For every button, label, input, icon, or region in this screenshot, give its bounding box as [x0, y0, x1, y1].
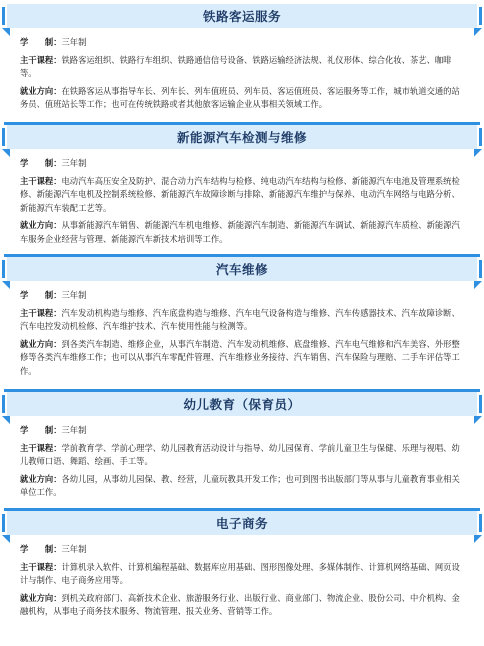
duration-row — [20, 36, 468, 50]
courses-value: 铁路客运组织、铁路行车组织、铁路通信信号设备、铁路运输经济法规、礼仪形体、综合化妆、茶艺、咖啡等。 — [20, 54, 452, 78]
courses-value: 汽车发动机构造与维修、汽车底盘构造与维修、汽车电气设备构造与维修、汽车传感器技术、汽车故障诊断、汽车电控发动机检修、汽车维护技术、汽车使用性能与检测等。 — [20, 307, 460, 331]
courses-row — [20, 54, 468, 81]
career-label: 就业方向： — [20, 85, 62, 96]
career-row — [20, 219, 468, 246]
duration-label: 学 制： — [20, 544, 62, 554]
career-value: 到各类汽车制造、维修企业，从事汽车制造、汽车发动机维修、底盘维修、汽车电气维修和汽车美容、外形整修等各类汽车维修工作；也可以从事汽车零配件管理、汽车维修业务接待、汽车销售、汽车保险与理赔、二手车评估等工作。 — [20, 338, 460, 376]
duration-row — [20, 289, 468, 303]
courses-value: 学前教育学、学前心理学、幼儿园教育活动设计与指导、幼儿园保育、学前儿童卫生与保健、乐理与视唱、幼儿教师口语、舞蹈、绘画、手工等。 — [20, 442, 460, 466]
section-banner — [7, 392, 477, 416]
career-row — [20, 85, 468, 112]
banner-corner-left — [2, 149, 10, 157]
courses-label: 主干课程： — [20, 54, 62, 65]
section-body — [4, 535, 480, 619]
banner-corner-right — [474, 416, 482, 424]
career-value: 到机关政府部门、高新技术企业、旅游服务行业、出版行业、商业部门、物流企业、股份公司、中介机构、金融机构，从事电子商务技术服务、物流管理、报关业务、营销等工作。 — [20, 592, 460, 616]
section-auto-repair — [4, 257, 480, 382]
banner-corner-right — [474, 535, 482, 543]
section-title: 幼儿教育（保育员） — [183, 397, 301, 412]
duration-value: 三年制 — [61, 290, 87, 300]
courses-row — [20, 307, 468, 334]
courses-label: 主干课程： — [20, 175, 62, 186]
career-value: 在铁路客运从事指导车长、列车长、列车值班员、列车员、客运值班员、客运服务等工作，城市轨道交通的站务员、值班站长等工作；也可在传统铁路或者其他旅客运输企业从事相关领域工作。 — [20, 85, 460, 109]
section-banner — [7, 511, 477, 535]
section-ecommerce — [4, 511, 480, 623]
career-value: 各幼儿园，从事幼儿园保、教、经营，儿童玩教具开发工作；也可到图书出版部门等从事与儿童教育事业相关单位工作。 — [20, 473, 460, 497]
banner-corner-left — [2, 416, 10, 424]
section-title: 汽车维修 — [215, 262, 268, 277]
section-railway — [4, 4, 480, 116]
duration-value: 三年制 — [61, 425, 87, 435]
duration-row — [20, 157, 468, 171]
duration-label: 学 制： — [20, 158, 62, 168]
courses-value: 电动汽车高压安全及防护、混合动力汽车结构与检修、纯电动汽车结构与检修、新能源汽车电池及管理系统检修、新能源汽车电机及控制系统检修、新能源汽车故障诊断与排除、新能源汽车维护与保养、电动汽车网络与电路分析、新能源汽车装配工艺等。 — [20, 175, 460, 213]
courses-row — [20, 561, 468, 588]
banner-corner-right — [474, 28, 482, 36]
section-title: 新能源汽车检测与维修 — [176, 130, 307, 145]
courses-value: 计算机录入软件、计算机编程基础、数据库应用基础、图形图像处理、多媒体制作、计算机网络基础、网页设计与制作、电子商务应用等。 — [20, 561, 460, 585]
section-banner — [7, 4, 477, 28]
courses-label: 主干课程： — [20, 307, 62, 318]
section-body — [4, 149, 480, 246]
courses-row — [20, 442, 468, 469]
career-row — [20, 592, 468, 619]
banner-corner-right — [474, 281, 482, 289]
courses-label: 主干课程： — [20, 561, 62, 572]
courses-label: 主干课程： — [20, 442, 62, 453]
section-early-education — [4, 392, 480, 504]
career-row — [20, 338, 468, 379]
career-label: 就业方向： — [20, 592, 62, 603]
section-new-energy-vehicle — [4, 125, 480, 250]
career-row — [20, 473, 468, 500]
duration-label: 学 制： — [20, 290, 62, 300]
section-body — [4, 281, 480, 378]
section-body — [4, 28, 480, 112]
banner-corner-left — [2, 281, 10, 289]
duration-value: 三年制 — [61, 544, 87, 554]
duration-value: 三年制 — [61, 37, 87, 47]
section-body — [4, 416, 480, 500]
section-banner — [7, 125, 477, 149]
career-label: 就业方向： — [20, 473, 62, 484]
banner-corner-left — [2, 535, 10, 543]
section-title: 铁路客运服务 — [202, 9, 281, 24]
section-title: 电子商务 — [215, 516, 268, 531]
section-banner — [7, 257, 477, 281]
banner-corner-right — [474, 149, 482, 157]
duration-row — [20, 543, 468, 557]
banner-corner-left — [2, 28, 10, 36]
career-label: 就业方向： — [20, 338, 62, 349]
duration-label: 学 制： — [20, 37, 62, 47]
courses-row — [20, 175, 468, 216]
duration-label: 学 制： — [20, 425, 62, 435]
career-value: 从事新能源汽车销售、新能源汽车机电维修、新能源汽车制造、新能源汽车调试、新能源汽车质检、新能源汽车服务企业经营与管理、新能源汽车新技术培训等工作。 — [20, 220, 460, 244]
duration-value: 三年制 — [61, 158, 87, 168]
duration-row — [20, 424, 468, 438]
career-label: 就业方向： — [20, 220, 62, 230]
